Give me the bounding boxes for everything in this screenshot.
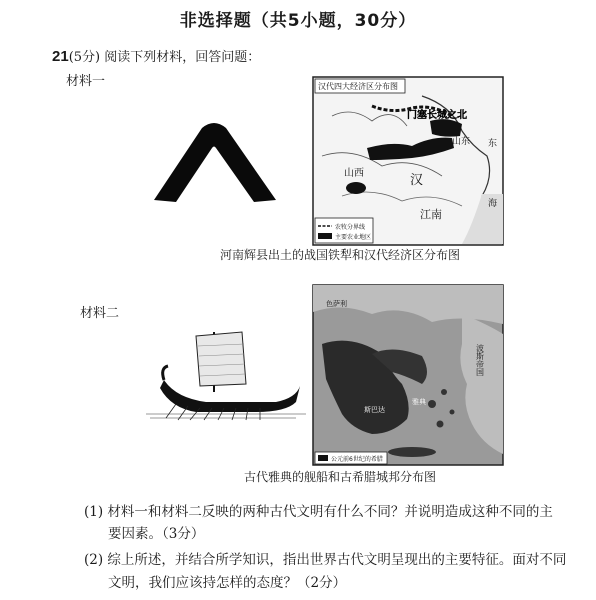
han-map-label-east: 东 <box>488 139 498 149</box>
question-header <box>52 46 260 65</box>
han-economic-map <box>312 76 504 246</box>
han-map-title: 汉代四大经济区分布图 <box>318 82 398 91</box>
han-legend-line: 农牧分界线 <box>335 224 366 231</box>
han-map-label-han: 汉 <box>410 173 424 188</box>
han-map-label-sea: 海 <box>488 199 498 209</box>
greek-map-label-sparta: 斯巴达 <box>364 406 385 414</box>
material2-caption: 古代雅典的舰船和古希腊城邦分布图 <box>243 470 436 484</box>
athenian-ship-image <box>146 322 306 422</box>
sub-question-2-line1: (2) 综上所述，并结合所学知识，指出世界古代文明呈现出的主要特征。面对不同 <box>84 552 567 568</box>
question-prompt: 阅读下列材料，回答问题： <box>104 50 261 65</box>
iron-plow-image <box>150 118 280 208</box>
greek-map-label-athens: 雅典 <box>412 398 426 406</box>
material1-caption: 河南辉县出土的战国铁犁和汉代经济区分布图 <box>219 248 460 262</box>
sub-question-2-line2: 文明，我们应该持怎样的态度？（2分） <box>108 575 347 591</box>
material2-label: 材料二 <box>80 306 120 321</box>
section-title: 非选择题（共5小题，30分） <box>179 11 417 31</box>
han-map-label-north: 门塞长城之北 <box>407 110 467 121</box>
sub-question-1-line2: 要因素。（3分） <box>108 526 205 542</box>
sub-question-1-line1: (1) 材料一和材料二反映的两种古代文明有什么不同？并说明造成这种不同的主 <box>84 504 553 520</box>
question-number: 21 <box>52 48 69 65</box>
han-map-label-shanxi: 山西 <box>344 168 364 179</box>
greek-map-label-thessaly: 色萨利 <box>326 300 347 308</box>
han-legend-area: 主要农业地区 <box>335 234 372 241</box>
han-map-label-jiangnan: 江南 <box>420 208 442 221</box>
han-map-label-shandong: 山东 <box>452 137 471 147</box>
greek-map-label-persia: 波斯帝国 <box>475 344 485 376</box>
greek-map-legend: 公元前6世纪的希腊 <box>331 456 383 463</box>
greek-city-states-map <box>312 284 504 466</box>
material1-label: 材料一 <box>66 74 106 89</box>
question-points: (5分) <box>68 50 101 65</box>
